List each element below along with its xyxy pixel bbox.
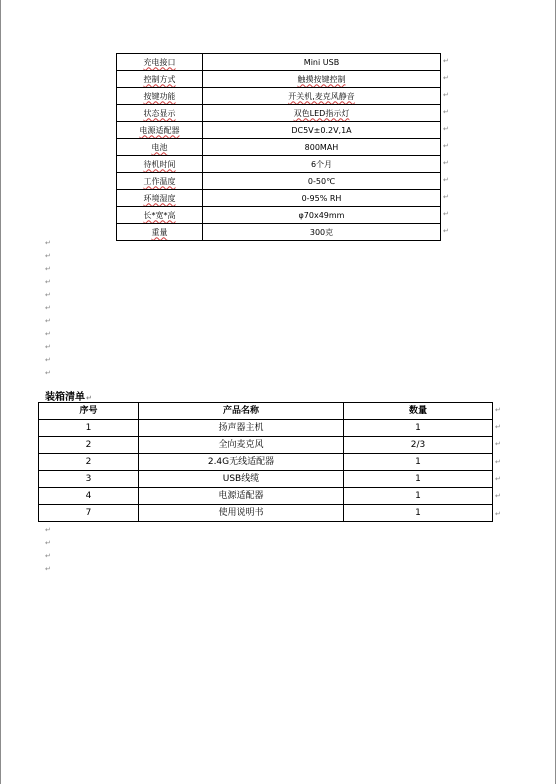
table-row	[117, 224, 441, 241]
return-mark: ↵	[495, 423, 501, 431]
return-mark: ↵	[443, 57, 449, 65]
spec-key: 重量	[117, 224, 203, 241]
table-row	[117, 173, 441, 190]
table-row	[39, 437, 493, 454]
spec-value: 0-50℃	[203, 173, 441, 190]
paragraph-mark: ↵	[45, 252, 51, 260]
cell-product: 电源适配器	[139, 488, 344, 505]
cell-quantity: 1	[344, 505, 493, 522]
spec-key: 按键功能	[117, 88, 203, 105]
paragraph-mark: ↵	[45, 330, 51, 338]
spec-value: φ70x49mm	[203, 207, 441, 224]
column-header-product: 产品名称	[139, 403, 344, 420]
table-row	[117, 105, 441, 122]
paragraph-mark: ↵	[45, 239, 51, 247]
table-row	[39, 454, 493, 471]
spec-value: 触摸按键控制	[203, 71, 441, 88]
spec-key: 电源适配器	[117, 122, 203, 139]
packing-table	[38, 402, 493, 522]
paragraph-mark: ↵	[45, 343, 51, 351]
spec-table	[116, 53, 441, 241]
paragraph-mark: ↵	[45, 278, 51, 286]
packing-list-title-text: 装箱清单	[45, 392, 85, 403]
spec-value: 300克	[203, 224, 441, 241]
return-mark: ↵	[495, 492, 501, 500]
cell-quantity: 2/3	[344, 437, 493, 454]
table-row	[117, 88, 441, 105]
cell-quantity: 1	[344, 488, 493, 505]
return-mark: ↵	[443, 210, 449, 218]
paragraph-mark: ↵	[45, 539, 51, 547]
paragraph-mark: ↵	[45, 356, 51, 364]
return-mark: ↵	[495, 440, 501, 448]
cell-index: 7	[39, 505, 139, 522]
table-row	[39, 505, 493, 522]
return-mark: ↵	[443, 108, 449, 116]
return-mark: ↵	[495, 458, 501, 466]
cell-product: 全向麦克风	[139, 437, 344, 454]
cell-quantity: 1	[344, 471, 493, 488]
paragraph-mark: ↵	[45, 526, 51, 534]
table-row	[39, 420, 493, 437]
table-header-row	[39, 403, 493, 420]
cell-product: 使用说明书	[139, 505, 344, 522]
spec-key: 电池	[117, 139, 203, 156]
cell-index: 1	[39, 420, 139, 437]
return-mark: ↵	[443, 193, 449, 201]
return-mark: ↵	[443, 176, 449, 184]
return-mark: ↵	[443, 74, 449, 82]
table-row	[117, 139, 441, 156]
table-row	[117, 71, 441, 88]
spec-value: 800MAH	[203, 139, 441, 156]
cell-index: 2	[39, 437, 139, 454]
cell-product: USB线缆	[139, 471, 344, 488]
return-mark: ↵	[495, 475, 501, 483]
spec-value: 双色LED指示灯	[203, 105, 441, 122]
return-mark: ↵	[443, 91, 449, 99]
return-mark: ↵	[443, 227, 449, 235]
spec-key: 控制方式	[117, 71, 203, 88]
table-row	[117, 207, 441, 224]
spec-value: 开关机,麦克风静音	[203, 88, 441, 105]
cell-index: 4	[39, 488, 139, 505]
cell-index: 2	[39, 454, 139, 471]
cell-quantity: 1	[344, 454, 493, 471]
paragraph-mark: ↵	[45, 565, 51, 573]
spec-value: DC5V±0.2V,1A	[203, 122, 441, 139]
cell-product: 扬声器主机	[139, 420, 344, 437]
spec-value: 6个月	[203, 156, 441, 173]
paragraph-mark: ↵	[45, 317, 51, 325]
return-mark: ↵	[495, 406, 501, 414]
paragraph-mark: ↵	[45, 291, 51, 299]
table-row	[117, 122, 441, 139]
column-header-index: 序号	[39, 403, 139, 420]
spec-key: 长*宽*高	[117, 207, 203, 224]
spec-key: 环境湿度	[117, 190, 203, 207]
spec-value: 0-95% RH	[203, 190, 441, 207]
return-mark: ↵	[495, 510, 501, 518]
paragraph-mark: ↵	[45, 369, 51, 377]
return-mark: ↵	[443, 142, 449, 150]
paragraph-mark: ↵	[45, 265, 51, 273]
return-mark: ↵	[443, 125, 449, 133]
return-mark: ↵	[443, 159, 449, 167]
spec-key: 充电接口	[117, 54, 203, 71]
spec-key: 待机时间	[117, 156, 203, 173]
table-row	[117, 190, 441, 207]
table-row	[39, 488, 493, 505]
spec-key: 状态显示	[117, 105, 203, 122]
page-edge	[0, 0, 1, 784]
table-row	[117, 54, 441, 71]
packing-list-title	[45, 388, 92, 403]
table-row	[39, 471, 493, 488]
paragraph-mark: ↵	[86, 394, 92, 402]
cell-index: 3	[39, 471, 139, 488]
column-header-quantity: 数量	[344, 403, 493, 420]
spec-value: Mini USB	[203, 54, 441, 71]
paragraph-mark: ↵	[45, 552, 51, 560]
paragraph-mark: ↵	[45, 304, 51, 312]
cell-quantity: 1	[344, 420, 493, 437]
cell-product: 2.4G无线适配器	[139, 454, 344, 471]
spec-key: 工作温度	[117, 173, 203, 190]
table-row	[117, 156, 441, 173]
